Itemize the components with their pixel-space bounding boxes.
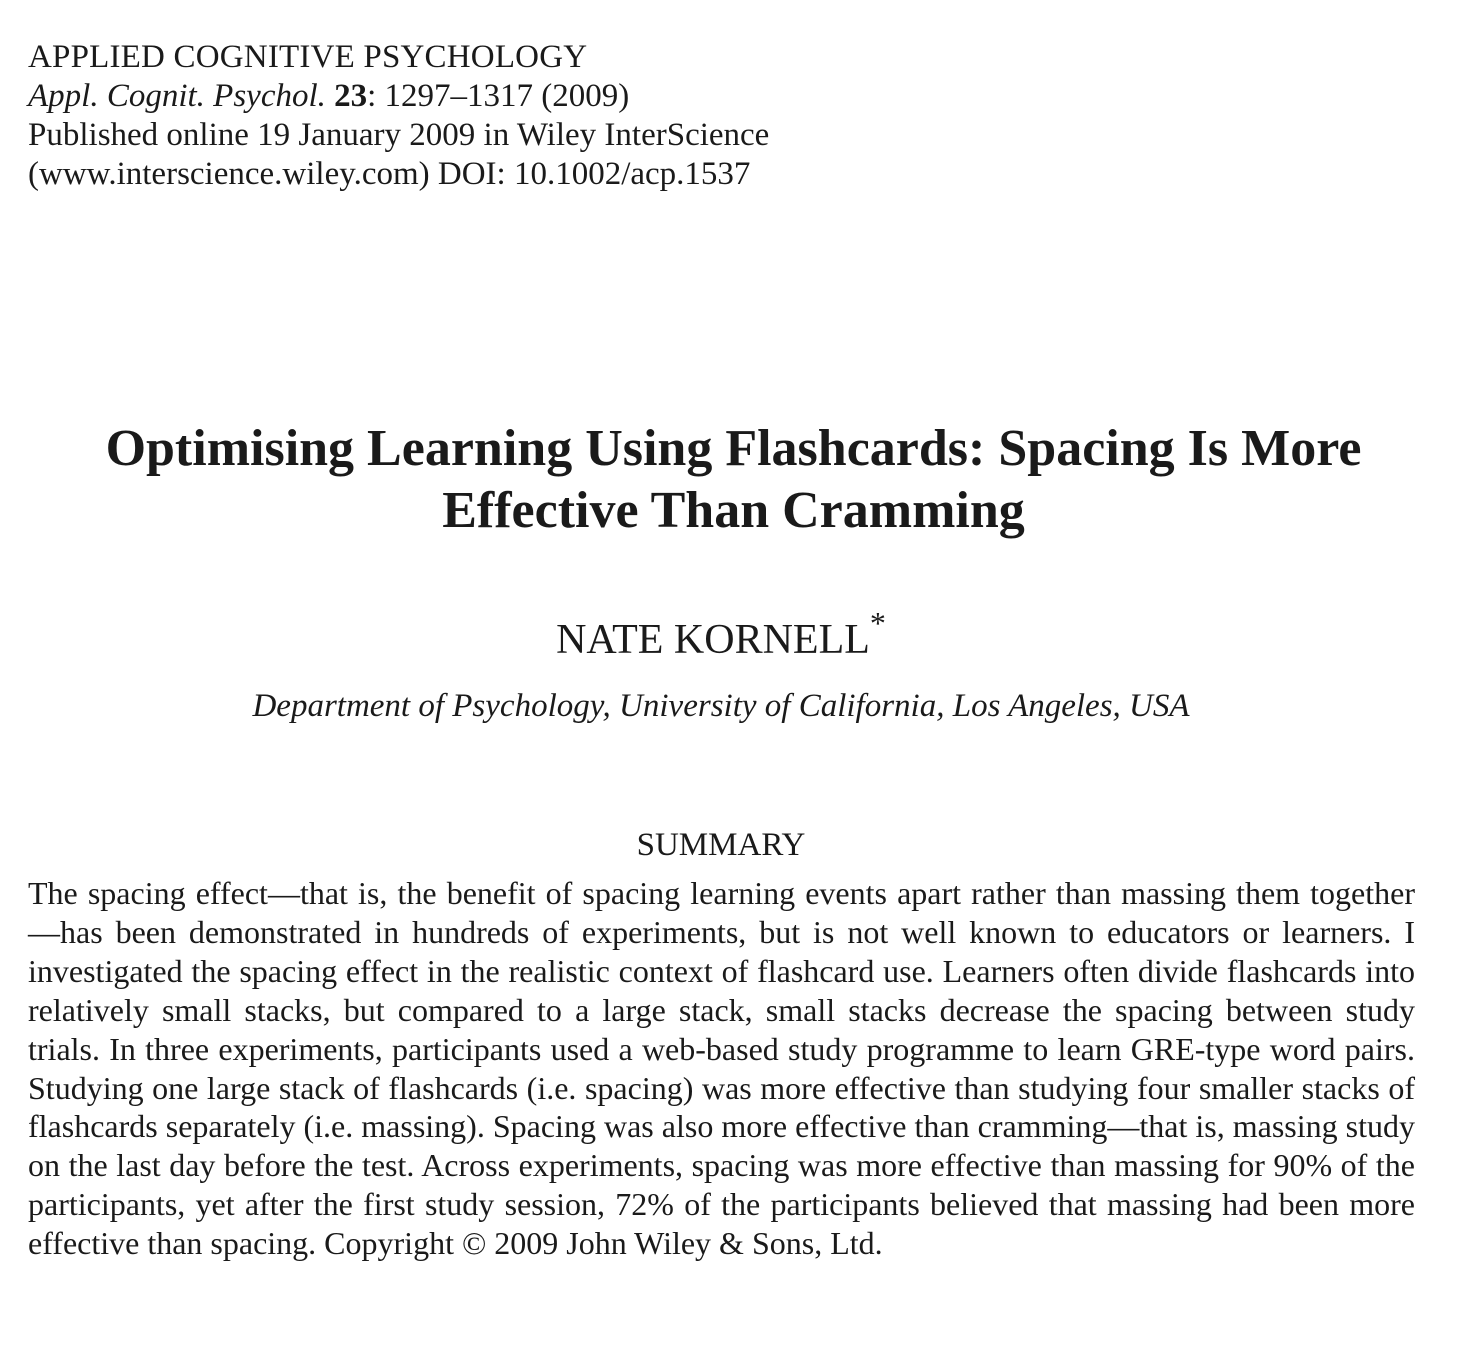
journal-citation bbox=[28, 77, 769, 116]
citation-abbreviation: Appl. Cognit. Psychol. bbox=[28, 78, 326, 114]
citation-pages-year: : 1297–1317 (2009) bbox=[367, 78, 630, 114]
article-title bbox=[0, 418, 1467, 542]
author-name: NATE KORNELL bbox=[556, 617, 870, 663]
article-title-line-1: Optimising Learning Using Flashcards: Spacing Is More bbox=[105, 420, 1362, 477]
summary-text: The spacing effect—that is, the benefit of spacing learning events apart rather than massing them together—has been demonstrated in hundreds of experiments, but is not well known to educators or learners. I investigated the spacing effect in the realistic context of flashcard use. Learners often divide flashcards into relatively small stacks, but compared to a large stack, small stacks decrease the spacing between study trials. In three experiments, participants used a web-based study programme to learn GRE-type word pairs. Studying one large stack of flashcards (i.e. spacing) was more effective than studying four smaller stacks of flashcards separately (i.e. massing). Spacing was also more effective than cramming—that is, massing study on the last day before the test. Across experiments, spacing was more effective than massing for 90% of the participants, yet after the first study session, 72% of the participants believed that massing had been more effective than spacing. Copyright © 2009 John Wiley & Sons, Ltd. bbox=[28, 875, 1415, 1262]
citation-volume: 23 bbox=[334, 78, 368, 114]
journal-header bbox=[28, 38, 769, 194]
article-title-line-2: Effective Than Cramming bbox=[442, 482, 1025, 539]
author-affiliation: Department of Psychology, University of California, Los Angeles, USA bbox=[252, 688, 1190, 724]
author-line bbox=[0, 605, 1442, 668]
journal-name: APPLIED COGNITIVE PSYCHOLOGY bbox=[28, 39, 588, 75]
published-online-line: Published online 19 January 2009 in Wiley InterScience bbox=[28, 117, 770, 153]
doi-line: (www.interscience.wiley.com) DOI: 10.1002/acp.1537 bbox=[28, 156, 751, 192]
summary-heading: SUMMARY bbox=[636, 827, 806, 863]
author-footnote-mark: * bbox=[869, 605, 886, 641]
